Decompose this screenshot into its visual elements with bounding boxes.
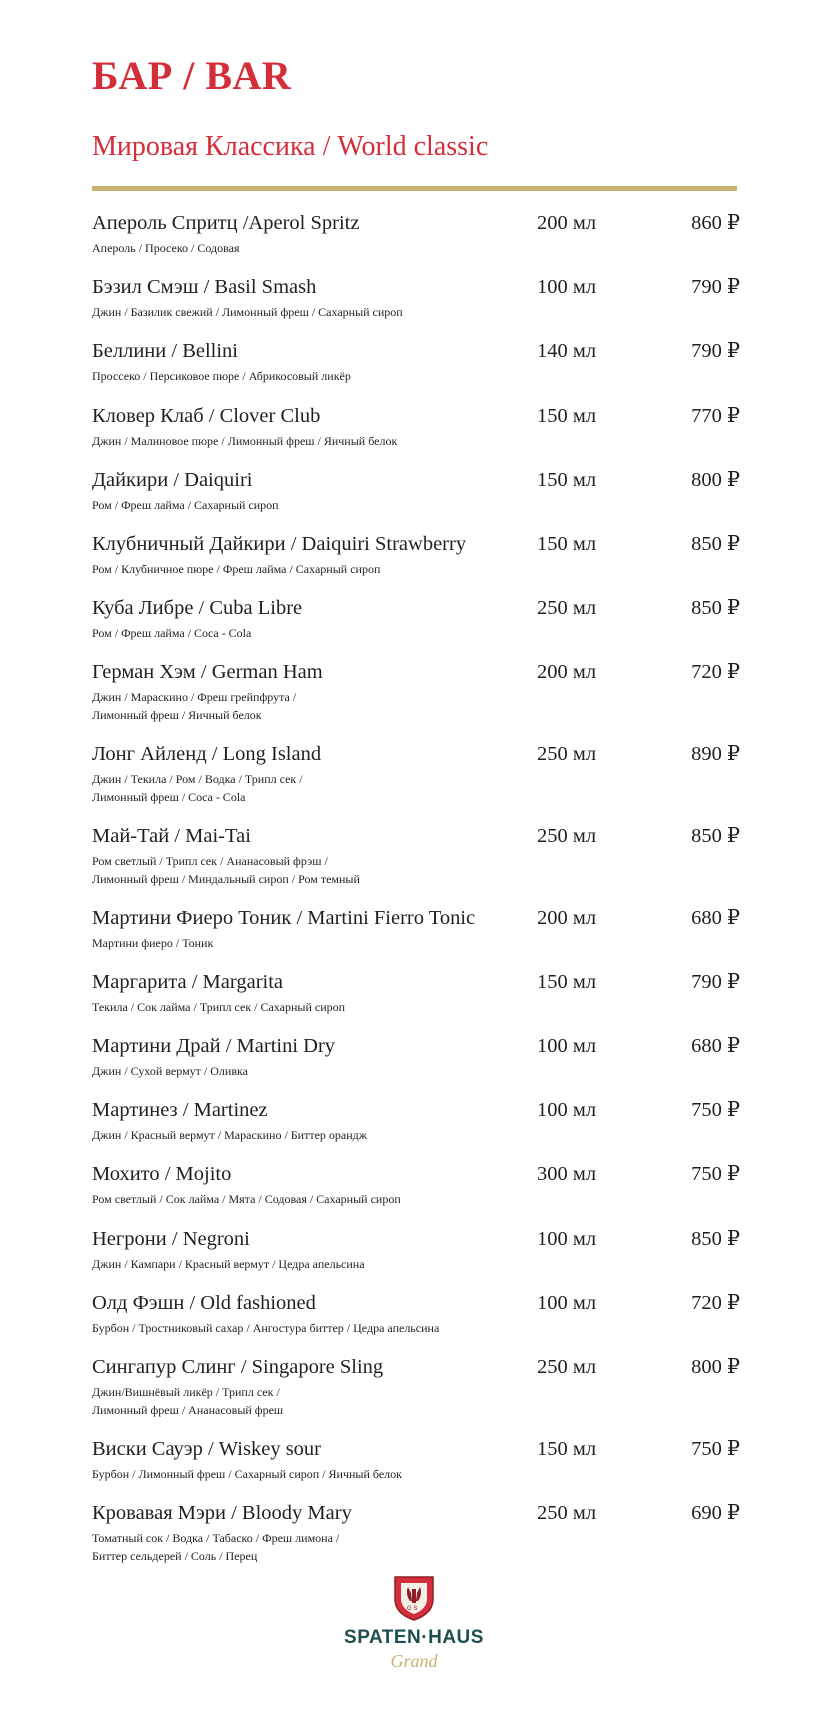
section-title: Мировая Классика / World classic (92, 131, 489, 162)
page-title: БАР / BAR (92, 53, 292, 98)
item-name: Мартини Фиеро Тоник / Martini Fierro Tonic (92, 906, 476, 929)
footer-logo (0, 1575, 828, 1672)
item-name: Дайкири / Daiquiri (92, 468, 253, 491)
item-ingredients (92, 1465, 740, 1483)
menu-item (92, 1161, 740, 1208)
item-volume: 100 мл (537, 1227, 597, 1250)
item-volume: 100 мл (537, 1291, 597, 1314)
menu-item (92, 741, 740, 806)
menu-item (92, 659, 740, 724)
ingredients-line: Апероль / Просеко / Содовая (92, 241, 240, 255)
ingredients-line: Текила / Сок лайма / Трипл сек / Сахарный сироп (92, 999, 346, 1014)
item-volume: 250 мл (537, 597, 597, 620)
item-price: 750 ₽ (691, 1437, 740, 1460)
menu-item (92, 1354, 740, 1419)
menu-item (92, 1033, 740, 1080)
item-volume: 150 мл (537, 468, 597, 491)
item-name: Бэзил Смэш / Basil Smash (92, 276, 317, 299)
logo-letters: G S (407, 1606, 418, 1612)
item-name: Лонг Айленд / Long Island (92, 743, 322, 766)
menu-item (92, 403, 740, 450)
ingredients-line: Джин / Базилик свежий / Лимонный фреш / Сахарный сироп (92, 305, 403, 320)
menu-item (92, 905, 740, 952)
brand-tagline: Grand (390, 1651, 438, 1671)
item-ingredients (92, 1319, 740, 1337)
item-volume: 200 мл (537, 906, 597, 929)
item-price: 790 ₽ (691, 340, 740, 363)
item-ingredients (92, 770, 740, 806)
menu-item (92, 1226, 740, 1273)
ingredients-line: Лимонный фреш / Coca - Cola (92, 790, 246, 805)
menu-item (92, 595, 740, 642)
item-ingredients (92, 852, 740, 888)
item-name: Май-Тай / Mai-Tai (92, 824, 251, 847)
item-volume: 250 мл (537, 824, 597, 847)
item-volume: 100 мл (537, 276, 597, 299)
item-volume: 250 мл (537, 1355, 597, 1378)
ingredients-line: Джин / Сухой вермут / Оливка (92, 1063, 248, 1078)
ingredients-line: Джин / Кампари / Красный вермут / Цедра апельсина (92, 1256, 365, 1271)
item-ingredients (92, 624, 740, 642)
item-volume: 150 мл (537, 404, 597, 427)
item-price: 850 ₽ (691, 824, 740, 847)
item-price: 790 ₽ (691, 276, 740, 299)
ingredients-line: Лимонный фреш / Яичный белок (92, 708, 262, 723)
ingredients-line: Джин / Текила / Ром / Водка / Трипл сек / (92, 772, 303, 787)
item-volume: 250 мл (537, 1501, 597, 1524)
item-name: Кровавая Мэри / Bloody Mary (92, 1501, 352, 1524)
item-volume: 150 мл (537, 1437, 597, 1460)
ingredients-line: Джин / Мараскино / Фреш грейпфрута / (92, 690, 297, 705)
ingredients-line: Ром светлый / Трипл сек / Ананасовый фрэш / (92, 853, 328, 868)
item-volume: 250 мл (537, 743, 597, 766)
item-volume: 100 мл (537, 1034, 597, 1057)
item-price: 680 ₽ (691, 1034, 740, 1057)
item-ingredients (92, 496, 740, 514)
ingredients-line: Ром / Фреш лайма / Сахарный сироп (92, 497, 279, 512)
menu-item (92, 210, 740, 257)
item-name: Виски Сауэр / Wiskey sour (92, 1437, 322, 1460)
ingredients-line: Мартини фиеро / Тоник (92, 935, 214, 950)
ingredients-line: Ром светлый / Сок лайма / Мята / Содовая / Сахарный сироп (92, 1192, 401, 1207)
item-volume: 150 мл (537, 970, 597, 993)
item-name: Клубничный Дайкири / Daiquiri Strawberry (92, 533, 467, 555)
item-name: Негрони / Negroni (92, 1227, 250, 1250)
item-name: Апероль Спритц /Aperol Spritz (92, 212, 360, 234)
item-price: 720 ₽ (691, 661, 740, 684)
item-ingredients (92, 1255, 740, 1273)
item-price: 770 ₽ (691, 404, 740, 427)
item-name: Мохито / Mojito (92, 1163, 232, 1186)
ingredients-line: Ром / Клубничное пюре / Фреш лайма / Сахарный сироп (92, 562, 381, 576)
menu-item (92, 531, 740, 578)
item-volume: 200 мл (537, 212, 597, 234)
item-ingredients (92, 560, 740, 578)
menu-item (92, 1500, 740, 1565)
item-ingredients (92, 688, 740, 724)
item-price: 720 ₽ (691, 1291, 740, 1314)
ingredients-line: Томатный сок / Водка / Табаско / Фреш лимона / (92, 1530, 340, 1545)
item-volume: 200 мл (537, 661, 597, 684)
ingredients-line: Джин/Вишнёвый ликёр / Трипл сек / (92, 1384, 280, 1399)
brand-name: SPATEN·HAUS (344, 1627, 484, 1648)
menu-item (92, 1097, 740, 1144)
item-ingredients (92, 1126, 740, 1144)
ingredients-line: Бурбон / Тростниковый сахар / Ангостура биттер / Цедра апельсина (92, 1320, 440, 1335)
item-volume: 140 мл (537, 340, 597, 363)
item-price: 680 ₽ (691, 906, 740, 929)
ingredients-line: Лимонный фреш / Миндальный сироп / Ром темный (92, 871, 360, 886)
menu-item (92, 1436, 740, 1483)
item-name: Сингапур Слинг / Singapore Sling (92, 1355, 384, 1378)
ingredients-line: Бурбон / Лимонный фреш / Сахарный сироп / Яичный белок (92, 1466, 402, 1481)
menu-item (92, 274, 740, 321)
item-ingredients (92, 1062, 740, 1080)
ingredients-line: Лимонный фреш / Ананасовый фреш (92, 1402, 284, 1417)
ingredients-line: Джин / Малиновое пюре / Лимонный фреш / Яичный белок (92, 433, 398, 448)
gold-divider (92, 186, 737, 191)
item-ingredients (92, 1383, 740, 1419)
item-ingredients (92, 1529, 740, 1565)
shield-crest-icon (393, 1575, 435, 1621)
item-ingredients (92, 239, 740, 257)
menu-item (92, 1290, 740, 1337)
item-ingredients (92, 934, 740, 952)
item-price: 790 ₽ (691, 970, 740, 993)
item-price: 890 ₽ (691, 743, 740, 766)
item-ingredients (92, 432, 740, 450)
item-ingredients (92, 367, 740, 385)
item-price: 850 ₽ (691, 597, 740, 620)
item-name: Беллини / Bellini (92, 340, 238, 363)
item-name: Мартини Драй / Martini Dry (92, 1034, 336, 1057)
item-volume: 150 мл (537, 533, 597, 555)
menu-item (92, 467, 740, 514)
menu-item (92, 823, 740, 888)
item-price: 750 ₽ (691, 1163, 740, 1186)
item-name: Кловер Клаб / Clover Club (92, 404, 321, 427)
item-name: Олд Фэшн / Old fashioned (92, 1291, 316, 1314)
item-price: 690 ₽ (691, 1501, 740, 1524)
item-ingredients (92, 998, 740, 1016)
item-price: 800 ₽ (691, 468, 740, 491)
ingredients-line: Ром / Фреш лайма / Coca - Cola (92, 626, 252, 641)
item-name: Маргарита / Margarita (92, 970, 284, 993)
item-ingredients (92, 1190, 740, 1208)
item-name: Куба Либре / Cuba Libre (92, 597, 303, 620)
item-volume: 100 мл (537, 1099, 597, 1122)
menu-item (92, 969, 740, 1016)
item-name: Мартинез / Martinez (92, 1099, 268, 1122)
item-volume: 300 мл (537, 1163, 597, 1186)
item-price: 850 ₽ (691, 1227, 740, 1250)
item-price: 750 ₽ (691, 1099, 740, 1122)
item-price: 860 ₽ (691, 212, 740, 234)
item-price: 800 ₽ (691, 1355, 740, 1378)
item-name: Герман Хэм / German Ham (92, 661, 323, 684)
ingredients-line: Джин / Красный вермут / Мараскино / Биттер орандж (92, 1128, 368, 1143)
ingredients-line: Проссеко / Персиковое пюре / Абрикосовый ликёр (92, 369, 351, 384)
ingredients-line: Биттер сельдерей / Соль / Перец (92, 1548, 258, 1563)
menu-item (92, 338, 740, 385)
item-price: 850 ₽ (691, 533, 740, 555)
item-ingredients (92, 303, 740, 321)
